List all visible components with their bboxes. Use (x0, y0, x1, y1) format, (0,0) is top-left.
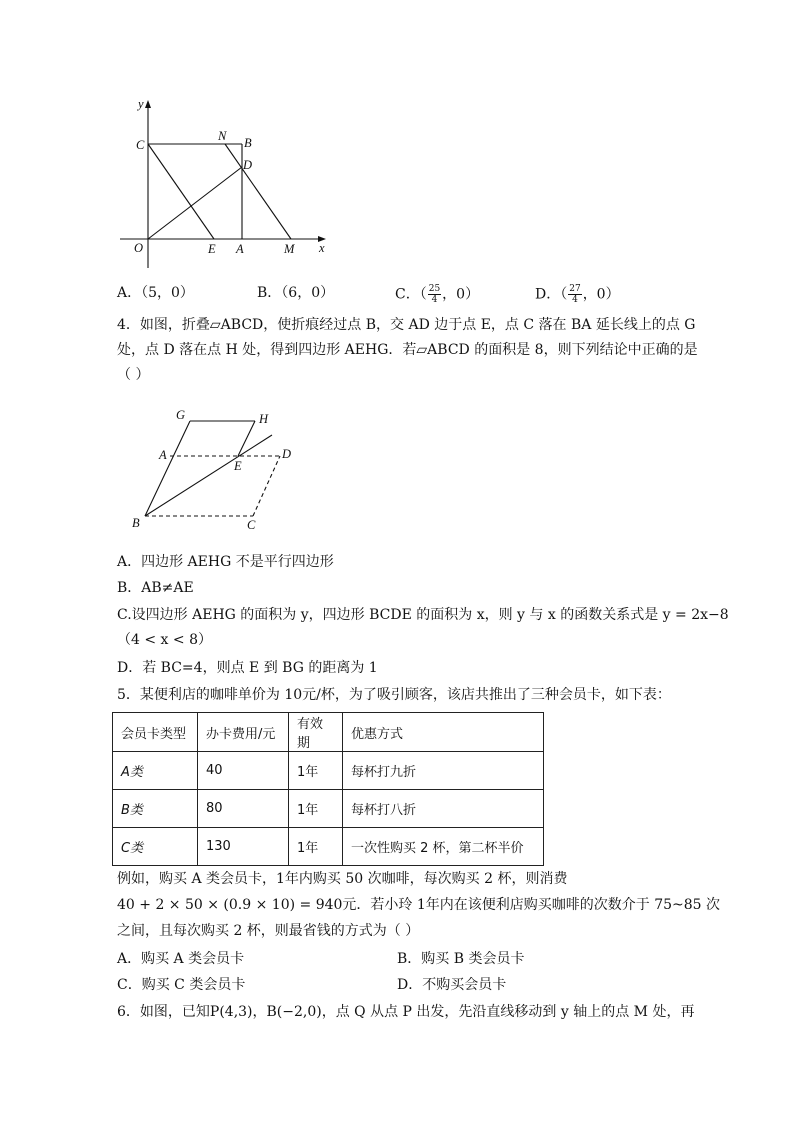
q4-stem-line3: （ ） (117, 367, 150, 383)
q4-label-E: E (234, 459, 242, 473)
q4-option-d: D．若 BC=4，则点 E 到 BG 的距离为 1 (117, 660, 378, 676)
q4-label-C: C (247, 518, 256, 532)
q4-stem-line1: 4．如图，折叠▱ABCD，使折痕经过点 B，交 AD 边于点 E，点 C 落在 BA 延长线上的点 G (117, 317, 696, 333)
q5-membership-table (112, 712, 544, 866)
q6-stem-line1: 6．如图，已知P(4,3)，B(−2,0)，点 Q 从点 P 出发，先沿直线移动到 y 轴上的点 M 处，再 (117, 1004, 695, 1020)
q5-option-d: D．不购买会员卡 (397, 977, 507, 993)
q5-option-c: C．购买 C 类会员卡 (117, 977, 246, 993)
q3-option-d: D．（ $\frac{27}{4}$ ，0） (535, 284, 620, 305)
q5-example-line3: 之间，且每次购买 2 杯，则最省钱的方式为（ ） (117, 923, 420, 939)
table-header-cell: 会员卡类型 (113, 713, 198, 752)
q3-label-E: E (208, 242, 216, 256)
q3-label-M: M (284, 242, 295, 256)
q3-figure (112, 92, 342, 272)
q3-label-B: B (244, 136, 252, 150)
q4-label-G: G (176, 408, 186, 422)
q3-label-y: y (138, 97, 144, 111)
q4-figure (120, 402, 310, 537)
table-cell: 1年 (289, 828, 343, 866)
q3-label-x: x (319, 241, 325, 255)
table-cell: A类 (113, 752, 198, 790)
table-row (113, 790, 544, 828)
table-header-row (113, 713, 544, 752)
q3-label-D: D (243, 158, 253, 172)
q3-label-O: O (134, 241, 144, 255)
q4-option-a: A．四边形 AEHG 不是平行四边形 (117, 554, 334, 570)
table-header-cell: 优惠方式 (343, 713, 544, 752)
q3-label-N: N (218, 129, 227, 143)
q4-option-c-line2: （4 < x < 8） (117, 632, 212, 648)
q5-example-line2: 40 + 2 × 50 × (0.9 × 10) = 940元．若小玲 1年内在该便利店购买咖啡的次数介于 75~85 次 (117, 897, 721, 913)
q5-example-line1: 例如，购买 A 类会员卡，1年内购买 50 次咖啡，每次购买 2 杯，则消费 (117, 871, 568, 887)
table-header-cell: 办卡费用/元 (198, 713, 289, 752)
table-cell: 80 (198, 790, 289, 828)
table-cell: B类 (113, 790, 198, 828)
q3-option-c: C．（ $\frac{25}{4}$ ，0） (395, 284, 480, 305)
q5-intro: 5．某便利店的咖啡单价为 10元/杯，为了吸引顾客，该店共推出了三种会员卡，如下表： (117, 687, 671, 703)
q3-option-a: A．（5，0） (117, 285, 194, 301)
q3-option-b: B．（6，0） (257, 285, 335, 301)
q4-label-B: B (132, 516, 140, 530)
q3-label-A: A (236, 242, 244, 256)
table-cell: 一次性购买 2 杯，第二杯半价 (343, 828, 544, 866)
table-cell: 1年 (289, 790, 343, 828)
table-row (113, 828, 544, 866)
table-cell: 130 (198, 828, 289, 866)
q4-label-A: A (159, 448, 167, 462)
q3-label-C: C (136, 138, 145, 152)
q4-label-D: D (282, 447, 292, 461)
q4-label-H: H (259, 412, 269, 426)
table-row (113, 752, 544, 790)
table-cell: 每杯打九折 (343, 752, 544, 790)
table-cell: 40 (198, 752, 289, 790)
table-header-cell: 有效期 (289, 713, 343, 752)
q4-stem-line2: 处，点 D 落在点 H 处，得到四边形 AEHG．若▱ABCD 的面积是 8，则下列结论中正确的是 (117, 342, 698, 358)
q4-option-b: B．AB≠AE (117, 580, 194, 596)
table-cell: C类 (113, 828, 198, 866)
q5-option-b: B．购买 B 类会员卡 (397, 951, 525, 967)
table-cell: 每杯打八折 (343, 790, 544, 828)
q5-option-a: A．购买 A 类会员卡 (117, 951, 245, 967)
table-cell: 1年 (289, 752, 343, 790)
q4-option-c-line1: C.设四边形 AEHG 的面积为 y，四边形 BCDE 的面积为 x，则 y 与 x 的函数关系式是 y = 2x−8 (117, 607, 729, 623)
